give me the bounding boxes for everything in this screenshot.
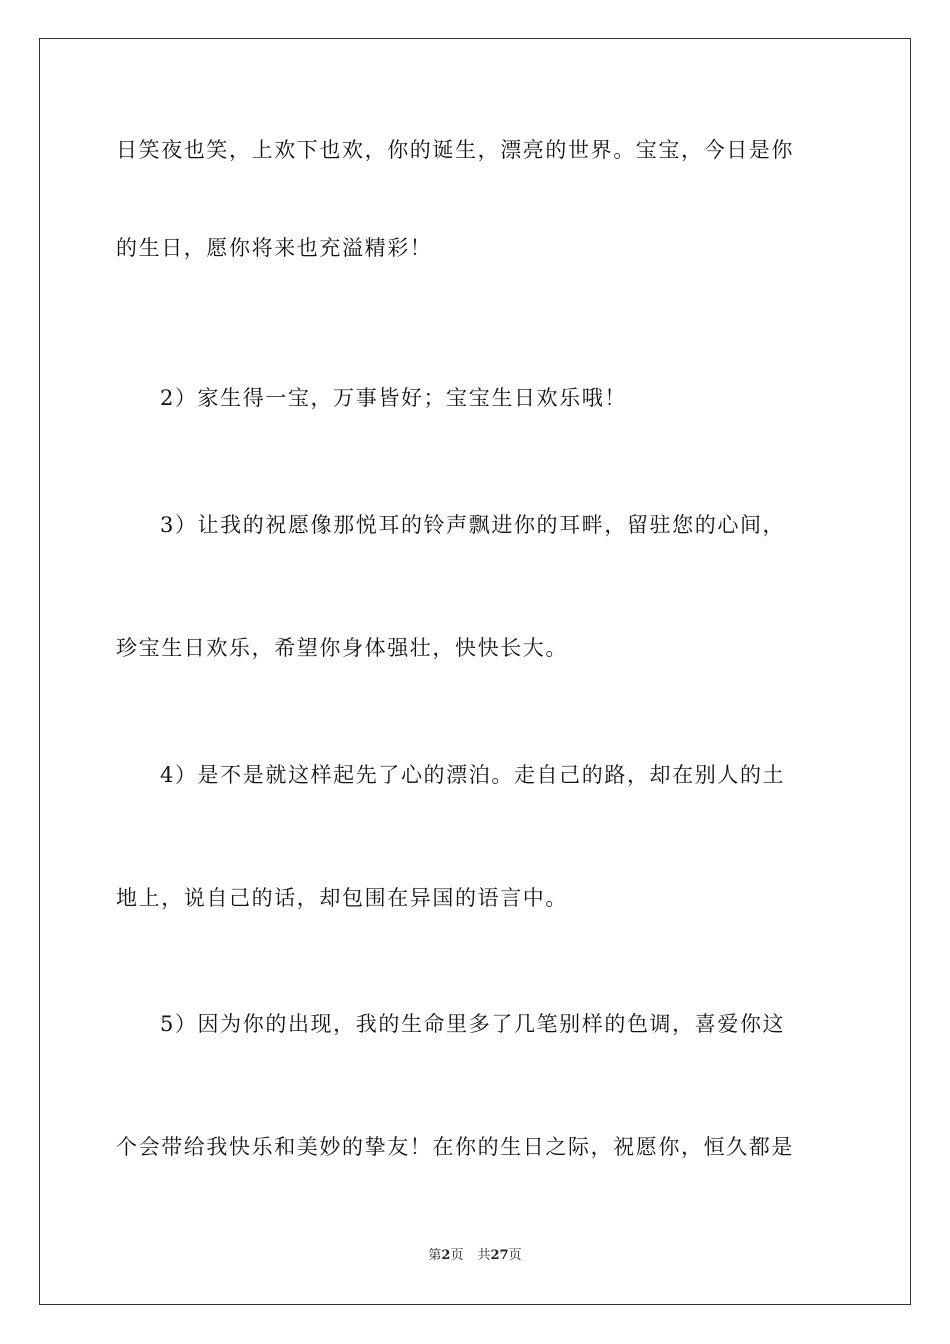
- item-4-line-2: 地上，说自己的话，却包围在异国的语言中。: [116, 886, 568, 910]
- footer-page-suffix: 页: [450, 1248, 464, 1263]
- footer-page-number: 2: [441, 1248, 451, 1263]
- footer-page-prefix: 第: [428, 1248, 442, 1263]
- item-4-line-1: 4）是不是就这样起先了心的漂泊。走自己的路，却在别人的土: [160, 763, 786, 787]
- item-5-line-2: 个会带给我快乐和美妙的挚友！在你的生日之际，祝愿你，恒久都是: [116, 1135, 794, 1159]
- page-frame: [39, 38, 911, 1305]
- body-line-2: 的生日，愿你将来也充溢精彩！: [116, 236, 433, 260]
- body-line-1: 日笑夜也笑，上欢下也欢，你的诞生，漂亮的世界。宝宝，今日是你: [116, 138, 794, 162]
- footer-total-number: 27: [490, 1248, 509, 1263]
- page-footer: [0, 1247, 950, 1265]
- item-5-line-1: 5）因为你的出现，我的生命里多了几笔别样的色调，喜爱你这: [160, 1012, 786, 1036]
- footer-total-prefix: 共: [477, 1248, 491, 1263]
- item-2-line-1: 2）家生得一宝，万事皆好；宝宝生日欢乐哦！: [160, 386, 627, 410]
- item-3-line-1: 3）让我的祝愿像那悦耳的铃声飘进你的耳畔，留驻您的心间，: [160, 513, 786, 537]
- item-3-line-2: 珍宝生日欢乐，希望你身体强壮，快快长大。: [116, 636, 568, 660]
- footer-total-suffix: 页: [508, 1248, 522, 1263]
